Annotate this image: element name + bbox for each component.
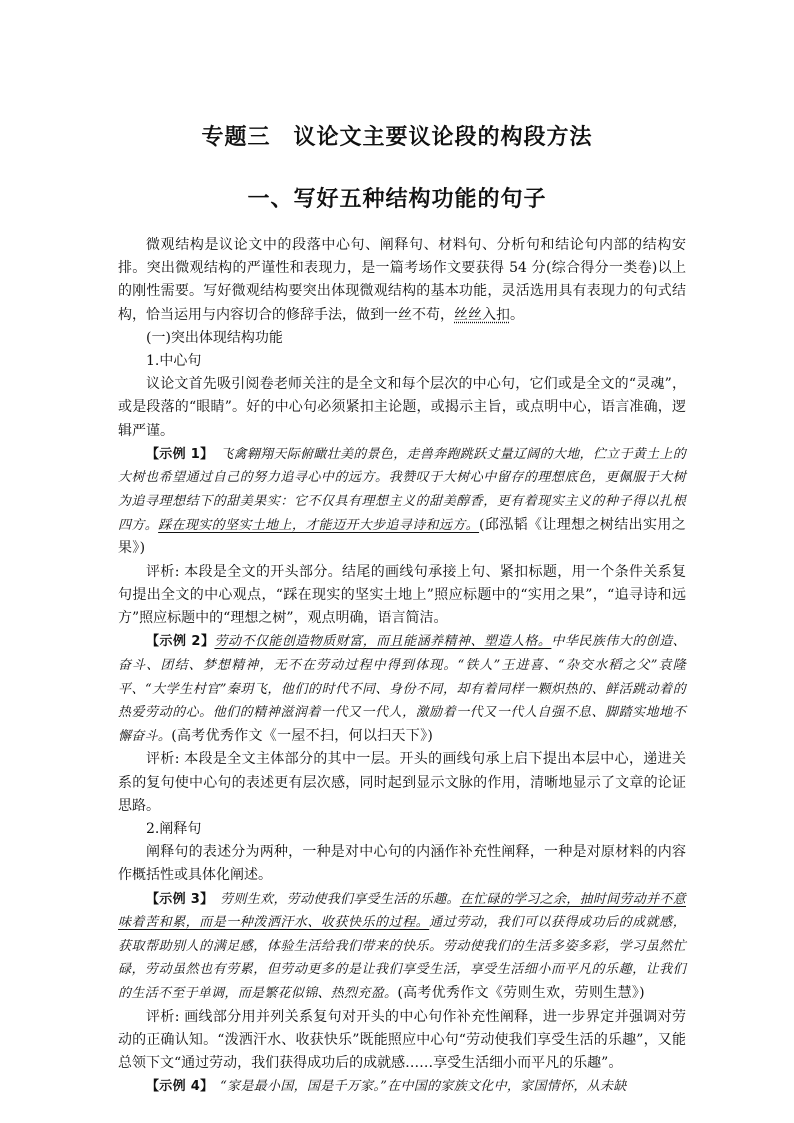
page-title: 专题三 议论文主要议论段的构段方法 <box>201 125 593 150</box>
section-title: 一、写好五种结构功能的句子 <box>247 187 547 212</box>
example-3-underlined: 在忙碌的学习之余，抽时间劳动并不意味着苦和累，而是一种泼洒汗水、收获快乐的过程。 <box>118 891 687 931</box>
example-4-label: 【示例 4】 <box>146 1079 207 1095</box>
intro-end: 。 <box>510 306 524 323</box>
comment-3: 评析: 画线部分用并列关系复句对开头的中心句作补充性阐释，进一步界定并强调对劳动的正确认知。“泼洒汗水、收获快乐”既能照应中心句“劳动使我们享受生活的乐趣”，又能总领下文“通过劳动，我们获得成功后的成就感……享受生活细小而平凡的乐趣”。 <box>118 1008 686 1071</box>
intro-dotted-phrase: 丝丝入扣 <box>454 306 510 323</box>
example-3-source: (高考优秀作文《劳则生欢，劳则生慧》) <box>397 984 645 1001</box>
example-4 <box>118 1075 686 1099</box>
intro-text: 微观结构是议论文中的段落中心句、阐释句、材料句、分析句和结论句内部的结构安排。突出微观结构的严谨性和表现力，是一篇考场作文要获得 54 分(综合得分一类卷)以上的刚性需要。写好微观结构要突出体现微观结构的基本功能，灵活选用具有表现力的句式结构，恰当运用与内容切合的修辞手法，做到一丝不苟， <box>118 237 686 323</box>
explain-sentence-paragraph: 阐释句的表述分为两种，一种是对中心句的内涵作补充性阐释，一种是对原材料的内容作概括性或具体化阐述。 <box>118 844 686 884</box>
document-body <box>118 234 686 1099</box>
center-sentence-paragraph: 议论文首先吸引阅卷老师关注的是全文和每个层次的中心句，它们或是全文的“灵魂”，或是段落的“眼睛”。好的中心句必须紧扣主论题，或揭示主旨，或点明中心，语言准确，逻辑严谨。 <box>118 376 686 439</box>
example-3-text-rest: 通过劳动，我们可以获得成功后的成就感，获取帮助别人的满足感，体验生活给我们带来的快乐。劳动使我们的生活多姿多彩，学习虽然忙碌，劳动虽然也有劳累，但劳动更多的是让我们享受生活，享受生活细小而平凡的乐趣，让我们的生活不至于单调，而是繁花似锦、热烈充盈。 <box>118 915 686 1001</box>
example-4-text: “家是最小国，国是千万家。”在中国的家族文化中，家国情怀，从未缺 <box>206 1079 627 1095</box>
comment-2: 评析: 本段是全文主体部分的其中一层。开头的画线句承上启下提出本层中心，递进关系的复句使中心句的表述更有层次感，同时起到显示文脉的作用，清晰地显示了文章的论证思路。 <box>118 751 686 814</box>
heading-center-sentence: 1.中心句 <box>146 353 202 370</box>
example-2 <box>118 630 686 748</box>
example-1-label: 【示例 1】 <box>146 446 207 462</box>
example-1-text: 飞禽翱翔天际俯瞰壮美的景色，走兽奔跑跳跃丈量辽阔的大地，伫立于黄土上的大树也希望通过自己的努力追寻心中的远方。我赞叹于大树心中留存的理想底色，更佩服于大树为追寻理想结下的甜美果实：它不仅具有理想主义的甜美醇香，更有着现实主义的种子得以扎根四方。 <box>118 446 686 533</box>
example-1 <box>118 443 686 561</box>
example-3-label: 【示例 3】 <box>146 891 207 907</box>
intro-paragraph <box>118 234 686 327</box>
example-2-source: (高考优秀作文《一屋不扫，何以扫天下》) <box>171 727 434 744</box>
example-2-text: 中华民族伟大的创造、奋斗、团结、梦想精神，无不在劳动过程中得到体现。“铁人”王进喜、“杂交水稻之父”袁隆平、“大学生村官”秦玥飞，他们的时代不同、身份不同，却有着同样一颗炽热的、鲜活跳动着的热爱劳动的心。他们的精神滋润着一代又一代人，激励着一代又一代人自强不息、脚踏实地地不懈奋斗。 <box>118 634 686 744</box>
example-1-underlined: 踩在现实的坚实土地上，才能迈开大步追寻诗和远方。 <box>158 517 480 533</box>
example-3-text-start: 劳则生欢，劳动使我们享受生活的乐趣。 <box>206 891 460 907</box>
example-1-source: (邱泓韬《让理想之树结出实用之果》) <box>118 516 687 557</box>
heading-explain-sentence: 2.阐释句 <box>146 820 202 837</box>
example-2-label: 【示例 2】 <box>146 634 215 650</box>
example-2-underlined: 劳动不仅能创造物质财富，而且能涵养精神、塑造人格。 <box>214 634 552 650</box>
comment-1: 评析: 本段是全文的开头部分。结尾的画线句承接上句、紧扣标题，用一个条件关系复句提出全文的中心观点，“踩在现实的坚实土地上”照应标题中的“实用之果”，“追寻诗和远方”照应标题中的“理想之树”，观点明确，语言简洁。 <box>118 563 686 627</box>
section-heading: (一)突出体现结构功能 <box>146 329 283 346</box>
example-3 <box>118 888 686 1006</box>
